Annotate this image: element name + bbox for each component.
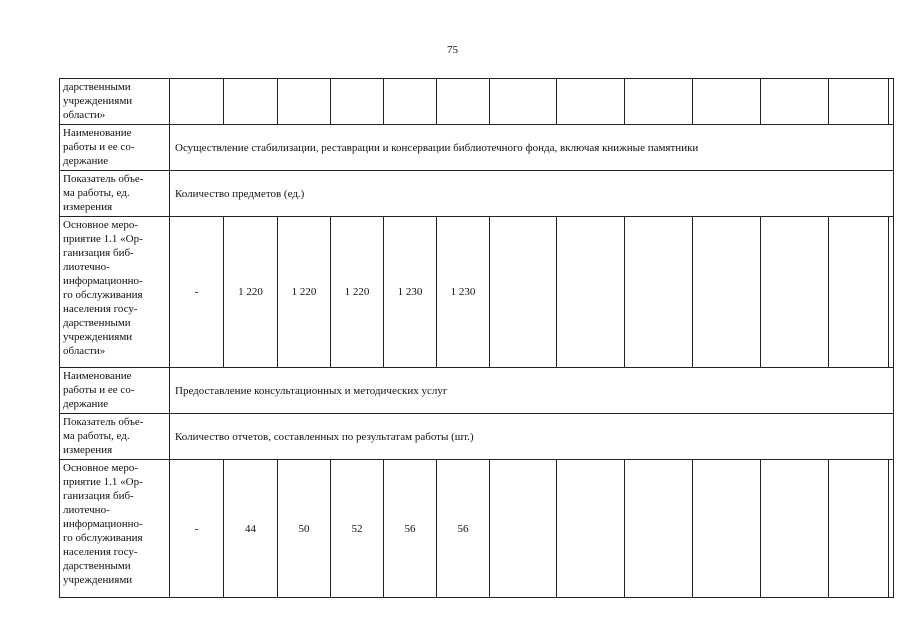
value-cell	[490, 460, 557, 598]
values-row	[60, 460, 894, 598]
value-cell	[557, 460, 625, 598]
value-cell: 1 220	[224, 217, 278, 368]
value-cell	[437, 79, 490, 125]
value-cell	[224, 79, 278, 125]
row-label-cell	[60, 368, 170, 414]
value-cell	[625, 460, 693, 598]
value-cell	[829, 217, 889, 368]
row-label-cell	[60, 125, 170, 171]
row-label: Основное меро- приятие 1.1 «Ор- ганизация биб- лиотечно- информационно- го обслуживания населения госу- дарственными учреждениями	[63, 462, 143, 586]
value-cell	[625, 217, 693, 368]
value-cell: 1 220	[331, 217, 384, 368]
row-description: Количество отчетов, составленных по результатам работы (шт.)	[170, 414, 894, 460]
row-label-cell	[60, 79, 170, 125]
value-cell	[889, 79, 894, 125]
values-row	[60, 217, 894, 368]
description-row	[60, 171, 894, 217]
description-row	[60, 368, 894, 414]
value-cell	[829, 460, 889, 598]
value-cell	[693, 79, 761, 125]
value-cell: 44	[224, 460, 278, 598]
value-cell	[331, 79, 384, 125]
row-label-cell	[60, 217, 170, 368]
table-container	[59, 78, 905, 598]
value-cell: 56	[384, 460, 437, 598]
value-cell: 1 230	[437, 217, 490, 368]
value-cell	[761, 79, 829, 125]
value-cell	[278, 79, 331, 125]
value-cell	[557, 79, 625, 125]
value-cell	[829, 79, 889, 125]
value-cell: 56	[437, 460, 490, 598]
value-cell	[889, 217, 894, 368]
value-cell: -	[170, 217, 224, 368]
value-cell: 1 230	[384, 217, 437, 368]
description-row	[60, 125, 894, 171]
value-cell	[625, 79, 693, 125]
values-row	[60, 79, 894, 125]
plan-table	[59, 78, 894, 598]
row-label: Показатель объе- ма работы, ед. измерения	[63, 173, 144, 213]
value-cell: -	[170, 460, 224, 598]
row-label-cell	[60, 171, 170, 217]
value-cell	[170, 79, 224, 125]
value-cell	[761, 217, 829, 368]
value-cell: 1 220	[278, 217, 331, 368]
row-description: Предоставление консультационных и методических услуг	[170, 368, 894, 414]
row-label-cell	[60, 414, 170, 460]
row-label: дарственными учреждениями области»	[63, 81, 133, 121]
row-description: Осуществление стабилизации, реставрации и консервации библиотечного фонда, включая книжные памятники	[170, 125, 894, 171]
row-label: Наименование работы и ее со- держание	[63, 370, 135, 410]
row-description: Количество предметов (ед.)	[170, 171, 894, 217]
row-label: Показатель объе- ма работы, ед. измерения	[63, 416, 144, 456]
row-label-cell	[60, 460, 170, 598]
page-number: 75	[447, 44, 458, 56]
row-label: Основное меро- приятие 1.1 «Ор- ганизация биб- лиотечно- информационно- го обслуживания населения госу- дарственными учреждениями области»	[63, 219, 143, 357]
row-label: Наименование работы и ее со- держание	[63, 127, 135, 167]
value-cell	[490, 79, 557, 125]
value-cell	[761, 460, 829, 598]
value-cell	[693, 217, 761, 368]
value-cell	[384, 79, 437, 125]
value-cell: 50	[278, 460, 331, 598]
description-row	[60, 414, 894, 460]
value-cell	[693, 460, 761, 598]
value-cell	[889, 460, 894, 598]
value-cell: 52	[331, 460, 384, 598]
value-cell	[557, 217, 625, 368]
value-cell	[490, 217, 557, 368]
